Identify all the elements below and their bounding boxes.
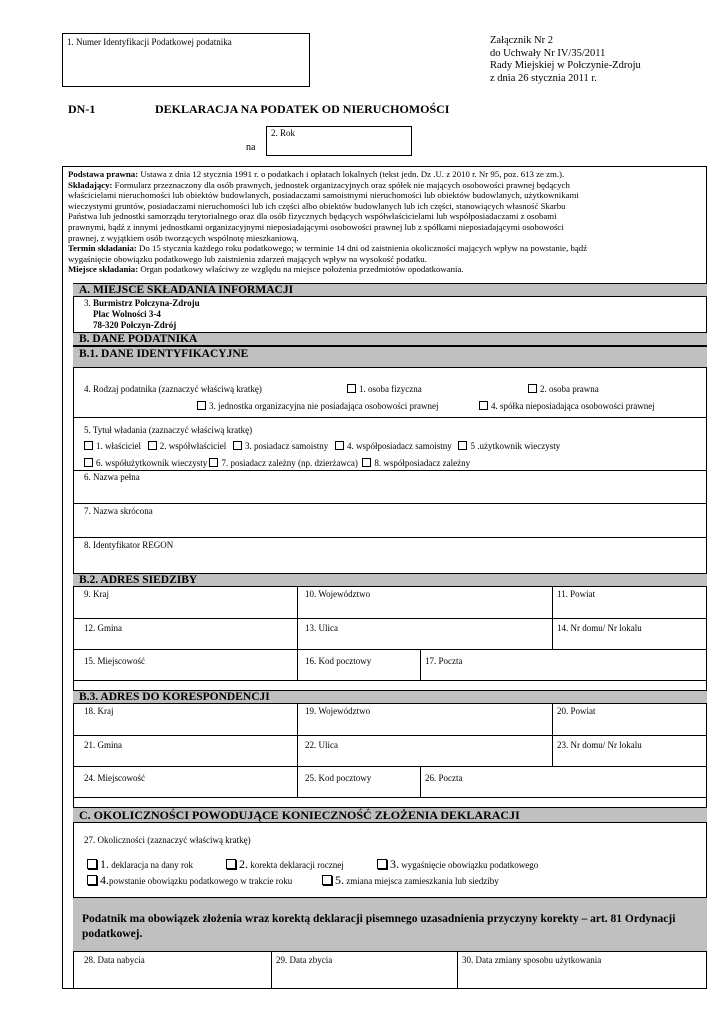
option-number: 1. — [100, 857, 109, 871]
form-code: DN-1 — [68, 102, 96, 116]
ownership-opt5[interactable] — [458, 441, 560, 451]
taxpayer-type-opt4[interactable] — [479, 401, 655, 411]
divider — [73, 735, 707, 736]
checkbox-icon[interactable] — [458, 441, 467, 450]
column-divider — [420, 649, 421, 680]
attachment-line: Załącznik Nr 2 — [490, 35, 553, 46]
termin-text: Do 15 stycznia każdego roku podatkowego; w terminie 14 dni od zaistnienia okoliczności mających wpływ na powstanie, bądź — [136, 243, 588, 254]
divider — [73, 797, 707, 798]
option-label: deklaracja na dany rok — [109, 860, 193, 870]
option-number: 4. — [100, 873, 109, 887]
column-divider — [420, 766, 421, 797]
attachment-line: Rady Miejskiej w Połczynie-Zdroju — [490, 60, 641, 71]
ownership-opt6[interactable] — [84, 458, 207, 468]
miejsce-text: Organ podatkowy właściwy ze względu na miejsce położenia przedmiotów opodatkowania. — [138, 264, 464, 275]
disposal-date-field[interactable]: 29. Data zbycia — [276, 955, 333, 965]
nip-box[interactable] — [62, 33, 310, 87]
legal-basis — [68, 169, 704, 275]
postal-code-field[interactable]: 16. Kod pocztowy — [305, 656, 372, 666]
column-divider — [457, 952, 458, 989]
ownership-title-label: 5. Tytuł władania (zaznaczyć właściwą kratkę) — [84, 425, 253, 435]
circumstance-opt4[interactable] — [87, 873, 292, 888]
option-number: 2. — [239, 857, 248, 871]
nip-label: 1. Numer Identyfikacji Podatkowej podatnika — [67, 37, 232, 47]
skladajacy-label: Składający: — [68, 179, 113, 190]
option-label: 5 .użytkownik wieczysty — [470, 441, 561, 451]
option-label: 2. osoba prawna — [540, 384, 599, 394]
street-field[interactable]: 13. Ulica — [305, 623, 338, 633]
country-field[interactable]: 9. Kraj — [84, 589, 109, 599]
checkbox-icon[interactable] — [362, 458, 371, 467]
section-b3-header: B.3. ADRES DO KORESPONDENCJI — [73, 690, 707, 704]
option-label: 1. właściciel — [96, 441, 141, 451]
taxpayer-type-label: 4. Rodzaj podatnika (zaznaczyć właściwą kratkę) — [84, 384, 262, 394]
option-label: 2. współwłaściciel — [159, 441, 227, 451]
left-margin-line — [73, 283, 74, 989]
option-label: 3. posiadacz samoistny — [244, 441, 329, 451]
field-number: 3. — [84, 298, 91, 308]
circumstance-opt3[interactable] — [377, 857, 538, 872]
section-b1-header: B.1. DANE IDENTYFIKACYJNE — [73, 346, 707, 368]
commune-field[interactable]: 12. Gmina — [84, 623, 122, 633]
skladajacy-text: Państwa lub jednostki samorządu terytorialnego oraz dla osób fizycznych będących współwłaścicielami lub współposiadaczami z osobami — [68, 211, 557, 222]
option-number: 5. — [335, 873, 344, 887]
skladajacy-text: prawnymi, bądź z innymi jednostkami organizacyjnymi nieposiadającymi osobowości prawnej lub z spółkami nieposiadającymi osobowości — [68, 221, 564, 232]
correction-notice-box — [73, 897, 707, 952]
skladajacy-text: wieczystymi gruntów, posiadaczami nieruchomości lub ich części albo obiektów budowlanych lub ich części, stanowiących własność Skarbu — [68, 200, 566, 211]
option-label: wygaśnięcie obowiązku podatkowego — [399, 860, 539, 870]
termin-label: Termin składania: — [68, 243, 137, 254]
year-label: 2. Rok — [271, 128, 296, 138]
section-c-header: C. OKOLICZNOŚCI POWODUJĄCE KONIECZNOŚĆ ZŁOŻENIA DEKLARACJI — [73, 807, 707, 823]
column-divider — [271, 952, 272, 989]
checkbox-icon[interactable] — [233, 441, 242, 450]
option-label: 8. współposiadacz zależny — [374, 458, 471, 468]
tax-office-address — [84, 298, 200, 331]
skladajacy-text: prawnej, z wyjątkiem osób tworzących wspólnotę mieszkaniową. — [68, 232, 299, 243]
taxpayer-type-opt3[interactable] — [197, 401, 439, 411]
option-label: 6. współużytkownik wieczysty — [96, 458, 208, 468]
full-name-field[interactable]: 6. Nazwa pełna — [84, 472, 140, 482]
short-name-field[interactable]: 7. Nazwa skrócona — [84, 506, 153, 516]
option-label: 4. współposiadacz samoistny — [346, 441, 452, 451]
column-divider — [297, 704, 298, 797]
checkbox-icon[interactable] — [84, 458, 93, 467]
divider — [73, 503, 707, 504]
section-a-header: A. MIEJSCE SKŁADANIA INFORMACJI — [73, 283, 707, 297]
section-b2-header: B.2. ADRES SIEDZIBY — [73, 573, 707, 587]
circumstance-opt2[interactable] — [226, 857, 344, 872]
correction-notice: Podatnik ma obowiązek złożenia wraz korektą deklaracji pisemnego uzasadnienia przyczyny korekty – art. 81 Ordynacji podatkowej. — [82, 913, 676, 940]
checkbox-icon[interactable] — [479, 401, 488, 410]
ownership-opt4[interactable] — [335, 441, 452, 451]
checkbox-icon[interactable] — [197, 401, 206, 410]
ownership-opt1[interactable] — [84, 441, 141, 451]
ownership-opt7[interactable] — [209, 458, 357, 468]
option-label: 3. jednostka organizacyjna nie posiadająca osobowości prawnej — [209, 401, 439, 411]
ownership-opt3[interactable] — [233, 441, 328, 451]
checkbox-icon[interactable] — [87, 859, 97, 869]
acquisition-date-field[interactable]: 28. Data nabycia — [84, 955, 145, 965]
checkbox-icon[interactable] — [377, 859, 387, 869]
termin-text: wygaśnięcie obowiązku podatkowego lub zaistnienia zdarzeń mających wpływ na wysokość podatku. — [68, 253, 427, 264]
divider — [73, 649, 707, 650]
miejsce-label: Miejsce składania: — [68, 264, 139, 275]
checkbox-icon[interactable] — [84, 441, 93, 450]
circumstance-opt1[interactable] — [87, 857, 193, 872]
divider — [73, 680, 707, 681]
option-label: 1. osoba fizyczna — [359, 384, 422, 394]
option-label: powstanie obowiązku podatkowego w trakcie roku — [109, 876, 293, 886]
office-city: 78-320 Połczyn-Zdrój — [93, 320, 177, 330]
office-name: Burmistrz Połczyna-Zdroju — [93, 298, 200, 308]
option-label: zmiana miejsca zamieszkania lub siedziby — [344, 876, 499, 886]
corr-country-field[interactable]: 18. Kraj — [84, 706, 114, 716]
column-divider — [297, 587, 298, 680]
podstawa-text: Ustawa z dnia 12 stycznia 1991 r. o podatkach i opłatach lokalnych (tekst jedn. Dz .U. z 2010 r. Nr 95, poz. 613 ze zm.). — [138, 169, 565, 179]
usage-change-date-field[interactable]: 30. Data zmiany sposobu użytkowania — [462, 955, 602, 965]
skladajacy-text: Formularz przeznaczony dla osób prawnych, jednostek organizacyjnych oraz spółek nie mających osobowości prawnej będących — [112, 179, 570, 190]
ownership-opt8[interactable] — [362, 458, 470, 468]
option-label: 7. posiadacz zależny (np. dzierżawca) — [221, 458, 358, 468]
corr-commune-field[interactable]: 21. Gmina — [84, 740, 122, 750]
divider — [73, 537, 707, 538]
checkbox-icon[interactable] — [148, 441, 157, 450]
circumstances-label: 27. Okoliczności (zaznaczyć właściwą kratkę) — [84, 835, 251, 845]
form-title: DEKLARACJA NA PODATEK OD NIERUCHOMOŚCI — [155, 102, 450, 116]
option-number: 3. — [390, 857, 399, 871]
checkbox-icon[interactable] — [209, 458, 218, 467]
podstawa-label: Podstawa prawna: — [68, 169, 139, 179]
circumstance-opt5[interactable] — [322, 873, 499, 888]
na-label: na — [246, 142, 256, 153]
skladajacy-text: właścicielami nieruchomości lub obiektów budowlanych, posiadaczami samoistnymi nieruchomości lub obiektów budowlanych, użytkownikami — [68, 190, 579, 201]
divider — [73, 766, 707, 767]
ownership-opt2[interactable] — [148, 441, 227, 451]
house-number-field[interactable]: 14. Nr domu/ Nr lokalu — [557, 623, 642, 633]
corr-postal-code-field[interactable]: 25. Kod pocztowy — [305, 773, 372, 783]
corr-voivodeship-field[interactable]: 19. Województwo — [305, 706, 371, 716]
post-office-field[interactable]: 17. Poczta — [425, 656, 463, 666]
attachment-info — [490, 35, 641, 85]
section-b-header: B. DANE PODATNIKA — [73, 332, 707, 346]
checkbox-icon[interactable] — [335, 441, 344, 450]
attachment-line: z dnia 26 stycznia 2011 r. — [490, 72, 597, 84]
regon-field[interactable]: 8. Identyfikator REGON — [84, 540, 174, 550]
county-field[interactable]: 11. Powiat — [557, 589, 596, 599]
ownership-options-row2 — [84, 458, 470, 468]
divider — [73, 618, 707, 619]
attachment-line: do Uchwały Nr IV/35/2011 — [490, 47, 606, 59]
year-box[interactable] — [266, 126, 412, 156]
checkbox-icon[interactable] — [347, 384, 356, 393]
checkbox-icon[interactable] — [226, 859, 236, 869]
city-field[interactable]: 15. Miejscowość — [84, 656, 145, 666]
checkbox-icon[interactable] — [528, 384, 537, 393]
corr-post-office-field[interactable]: 26. Poczta — [425, 773, 463, 783]
voivodeship-field[interactable]: 10. Województwo — [305, 589, 371, 599]
corr-city-field[interactable]: 24. Miejscowość — [84, 773, 145, 783]
divider — [73, 470, 707, 471]
option-label: korekta deklaracji rocznej — [248, 860, 344, 870]
divider — [73, 417, 707, 418]
office-street: Plac Wolności 3-4 — [93, 309, 161, 319]
taxpayer-type-opt2[interactable] — [528, 384, 599, 394]
option-label: 4. spółka nieposiadająca osobowości prawnej — [491, 401, 655, 411]
corr-county-field[interactable]: 20. Powiat — [557, 706, 596, 716]
checkbox-icon[interactable] — [322, 875, 332, 885]
corr-street-field[interactable]: 22. Ulica — [305, 740, 338, 750]
corr-house-number-field[interactable]: 23. Nr domu/ Nr lokalu — [557, 740, 642, 750]
taxpayer-type-opt1[interactable] — [347, 384, 422, 394]
ownership-options-row1 — [84, 441, 560, 451]
checkbox-icon[interactable] — [87, 875, 97, 885]
